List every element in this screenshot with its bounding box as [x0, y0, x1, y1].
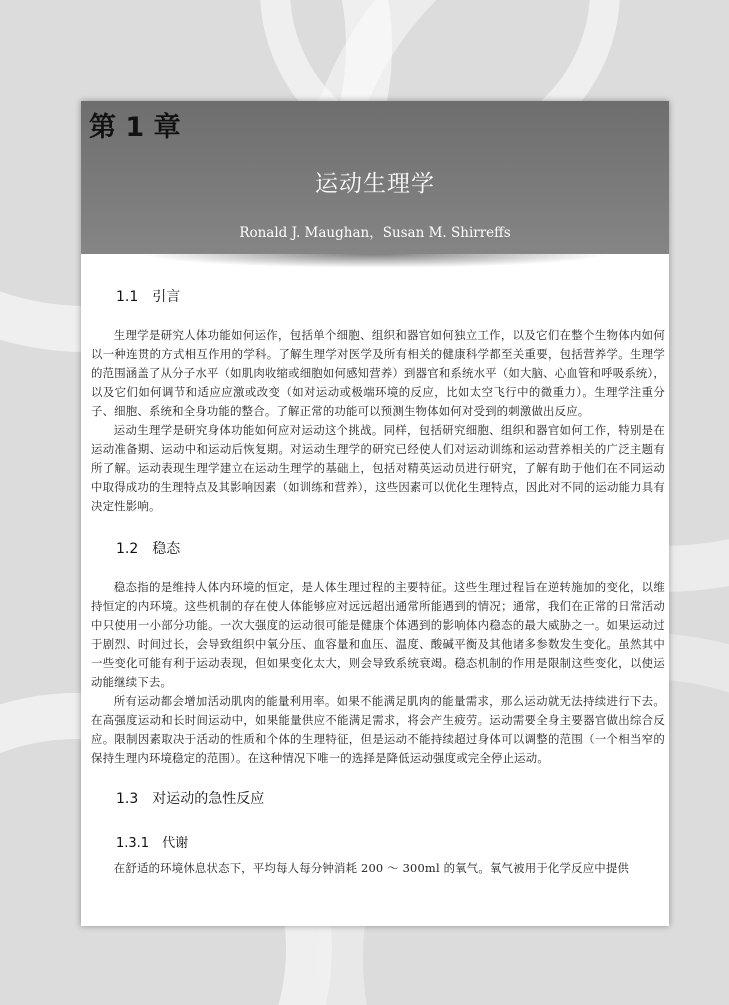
section-heading: 1.2 稳态 — [116, 541, 181, 557]
paragraph: 所有运动都会增加活动肌肉的能量利用率。如果不能满足肌肉的能量需求，那么运动就无法持续进行下去。在高强度运动和长时间运动中，如果能量供应不能满足需求，将会产生疲劳。运动需要全身主要器官做出综合反应。限制因素取决于活动的性质和个体的生理特征，但是运动不能持续超过身体可以调整的范围（一个相当窄的保持生理内环境稳定的范围）。在这种情况下唯一的选择是降低运动强度或完全停止运动。 — [91, 694, 665, 765]
page-content — [91, 287, 665, 878]
book-page — [81, 101, 669, 926]
paragraph: 生理学是研究人体功能如何运作，包括单个细胞、组织和器官如何独立工作，以及它们在整个生物体内如何以一种连贯的方式相互作用的学科。了解生理学对医学及所有相关的健康科学都至关重要，包括营养学。生理学的范围涵盖了从分子水平（如肌肉收缩或细胞如何感知营养）到器官和系统水平（如大脑、心血管和呼吸系统），以及它们如何调节和适应应激或改变（如对运动或极端环境的反应，比如太空飞行中的微重力）。生理学注重分子、细胞、系统和全身功能的整合。了解正常的功能可以预测生物体如何对受到的刺激做出反应。 — [91, 328, 665, 418]
paragraph: 在舒适的环境休息状态下，平均每人每分钟消耗 200 ～ 300ml 的氧气。氧气被用于化学反应中提供 — [113, 861, 630, 875]
paragraph: 稳态指的是维持人体内环境的恒定，是人体生理过程的主要特征。这些生理过程旨在逆转施加的变化，以维持恒定的内环境。这些机制的存在使人体能够应对远远超出通常所能遇到的情况；通常，我们在正常的日常活动中只使用一小部分功能。一次大强度的运动很可能是健康个体遇到的影响体内稳态的最大威胁之一。如果运动过于剧烈、时间过长，会导致组织中氧分压、血容量和血压、温度、酸碱平衡及其他诸多参数发生变化。虽然其中一些变化可能有利于运动表现，但如果变化太大，则会导致系统衰竭。稳态机制的作用是限制这些变化，以使运动能继续下去。 — [91, 580, 665, 689]
section-heading: 1.3 对运动的急性反应 — [116, 791, 265, 807]
header-shadow — [141, 254, 609, 268]
chapter-title: 运动生理学 — [315, 171, 435, 197]
section-heading: 1.1 引言 — [116, 289, 181, 305]
paragraph: 运动生理学是研究身体功能如何应对运动这个挑战。同样，包括研究细胞、组织和器官如何工作，特别是在运动准备期、运动中和运动后恢复期。对运动生理学的研究已经使人们对运动训练和运动营养相关的广泛主题有所了解。运动表现生理学建立在运动生理学的基础上，包括对精英运动员进行研究，了解有助于他们在不同运动中取得成功的生理特点及其影响因素（如训练和营养），这些因素可以优化生理特点，因此对不同的运动能力具有决定性影响。 — [91, 423, 665, 513]
chapter-number: 第 1 章 — [89, 112, 181, 143]
chapter-header — [81, 101, 669, 254]
chapter-authors: Ronald J. Maughan，Susan M. Shirreffs — [239, 225, 511, 241]
subsection-heading: 1.3.1 代谢 — [116, 836, 189, 851]
